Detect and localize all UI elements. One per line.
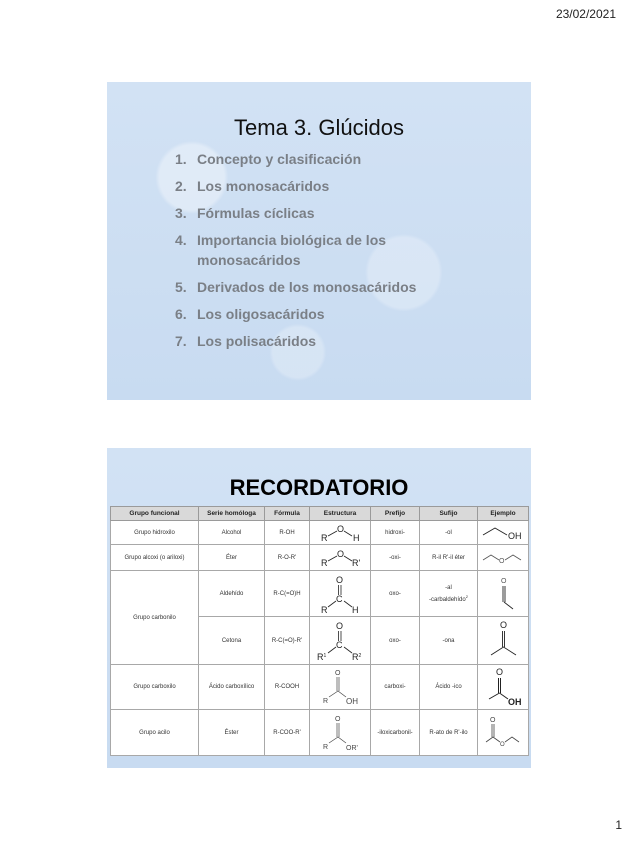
example-cell	[478, 617, 529, 665]
serie-cell: Cetona	[199, 617, 265, 665]
item-text: Fórmulas cíclicas	[197, 205, 315, 221]
prefijo-cell: oxo-	[371, 571, 420, 617]
item-number: 7.	[175, 333, 187, 349]
atom-label: O	[490, 716, 496, 724]
example-cell	[478, 545, 529, 571]
print-date: 23/02/2021	[555, 7, 616, 21]
structure-cell	[310, 521, 371, 545]
ethanol-example	[479, 523, 527, 543]
serie-cell: Éter	[199, 545, 265, 571]
atom-label: O	[336, 574, 344, 585]
col-header: Serie homóloga	[199, 507, 265, 521]
formula-cell: R-COO-R'	[265, 710, 310, 756]
slide-title: Tema 3. Glúcidos	[234, 115, 404, 140]
grupo-cell: Grupo carboxilo	[111, 665, 199, 710]
list-item	[175, 277, 467, 297]
item-number: 4.	[175, 232, 187, 248]
serie-cell: Alcohol	[199, 521, 265, 545]
formula-cell: R-C(=O)-R'	[265, 617, 310, 665]
col-header: Fórmula	[265, 507, 310, 521]
slide-tema-3	[107, 82, 531, 400]
item-number: 6.	[175, 306, 187, 322]
item-text: Concepto y clasificación	[197, 151, 362, 167]
sufijo-line: -al	[445, 584, 452, 591]
sufijo-cell: R-il R'-il éter	[420, 545, 478, 571]
atom-label: O	[499, 557, 505, 565]
atom-label: O	[335, 670, 341, 677]
sufijo-cell: -ol	[420, 521, 478, 545]
sufijo-line	[421, 594, 476, 603]
sufijo-cell: -ona	[420, 617, 478, 665]
atom-label: H	[353, 532, 360, 543]
list-item	[175, 203, 467, 223]
atom-label: O	[501, 577, 507, 585]
atom-label: O	[337, 523, 345, 534]
structure-cell	[310, 710, 371, 756]
col-header: Estructura	[310, 507, 371, 521]
ketone-structure	[313, 619, 367, 663]
ether-structure	[315, 548, 365, 568]
col-header: Prefijo	[371, 507, 420, 521]
serie-cell: Aldehído	[199, 571, 265, 617]
serie-cell: Éster	[199, 710, 265, 756]
atom-label: R	[323, 698, 329, 705]
grupo-cell: Grupo carbonilo	[111, 571, 199, 665]
table-row	[111, 665, 529, 710]
atom-label: O	[335, 715, 341, 723]
formula-cell: R-OH	[265, 521, 310, 545]
structure-cell	[310, 545, 371, 571]
atom-label: R	[321, 604, 328, 615]
serie-cell: Ácido carboxílico	[199, 665, 265, 710]
footnote-mark: 2	[465, 593, 468, 599]
grupo-cell: Grupo hidroxilo	[111, 521, 199, 545]
propanal-example	[479, 574, 527, 614]
example-cell	[478, 521, 529, 545]
formula-cell: R-O-R'	[265, 545, 310, 571]
item-number: 5.	[175, 279, 187, 295]
sufijo-cell: R-ato de R'-ilo	[420, 710, 478, 756]
atom-label: R'	[352, 557, 361, 568]
slide-title: RECORDATORIO	[229, 475, 409, 500]
example-cell	[478, 571, 529, 617]
list-item	[175, 230, 467, 270]
item-number: 2.	[175, 178, 187, 194]
example-cell	[478, 710, 529, 756]
col-header: Sufijo	[420, 507, 478, 521]
atom-label: $R^2$	[352, 651, 362, 662]
grupo-cell: Grupo alcoxi (o ariloxi)	[111, 545, 199, 571]
example-cell	[478, 665, 529, 710]
item-number: 1.	[175, 151, 187, 167]
grupo-cell: Grupo acilo	[111, 710, 199, 756]
sufijo-cell: Ácido -ico	[420, 665, 478, 710]
slide-recordatorio	[107, 448, 531, 768]
prefijo-cell: -oxi-	[371, 545, 420, 571]
atom-label: R	[321, 557, 328, 568]
page-number: 1	[615, 818, 622, 832]
sufijo-cell	[420, 571, 478, 617]
prefijo-cell: oxo-	[371, 617, 420, 665]
item-text: Importancia biológica de los monosacáridos	[197, 232, 387, 268]
list-item	[175, 176, 467, 196]
formula-cell: R-COOH	[265, 665, 310, 710]
atom-label: O	[336, 620, 344, 631]
structure-cell	[310, 617, 371, 665]
atom-label: OH	[346, 697, 358, 706]
diethyl-ether-example	[479, 548, 527, 568]
atom-label: O	[500, 619, 508, 630]
atom-label: C	[336, 639, 343, 650]
col-header: Grupo funcional	[111, 507, 199, 521]
atom-label: OH	[508, 697, 522, 707]
item-text: Los oligosacáridos	[197, 306, 325, 322]
atom-label: H	[352, 604, 359, 615]
atom-label: OH	[508, 530, 522, 541]
sufijo-text: -carbaldehído	[429, 596, 466, 603]
aldehyde-structure	[315, 573, 365, 615]
atom-label: O	[500, 741, 505, 748]
list-item	[175, 149, 467, 169]
atom-label: O	[496, 667, 504, 677]
acetone-example	[479, 619, 527, 663]
functional-groups-table	[110, 506, 529, 756]
atom-label: R	[321, 532, 328, 543]
structure-cell	[310, 571, 371, 617]
col-header: Ejemplo	[478, 507, 529, 521]
atom-label: C	[336, 593, 343, 604]
table-row	[111, 710, 529, 756]
item-text: Los polisacáridos	[197, 333, 317, 349]
topic-list	[175, 149, 467, 358]
item-number: 3.	[175, 205, 187, 221]
ethyl-acetate-example	[479, 713, 527, 753]
table-header-row	[111, 507, 529, 521]
atom-label: $R^1$	[317, 651, 327, 662]
item-text: Derivados de los monosacáridos	[197, 279, 417, 295]
structure-cell	[310, 665, 371, 710]
prefijo-cell: carboxi-	[371, 665, 420, 710]
formula-cell: R-C(=O)H	[265, 571, 310, 617]
table-row	[111, 571, 529, 617]
list-item	[175, 304, 467, 324]
item-text: Los monosacáridos	[197, 178, 330, 194]
ester-structure	[315, 713, 365, 753]
prefijo-cell: -iloxicarbonil-	[371, 710, 420, 756]
table-row	[111, 521, 529, 545]
atom-label: O	[337, 548, 345, 559]
carboxyl-structure	[315, 667, 365, 707]
alcohol-structure	[315, 523, 365, 543]
table-row	[111, 545, 529, 571]
list-item	[175, 331, 467, 351]
atom-label: R	[323, 743, 329, 751]
acetic-acid-example	[479, 666, 527, 708]
prefijo-cell: hidroxi-	[371, 521, 420, 545]
atom-label: OR'	[346, 744, 358, 752]
